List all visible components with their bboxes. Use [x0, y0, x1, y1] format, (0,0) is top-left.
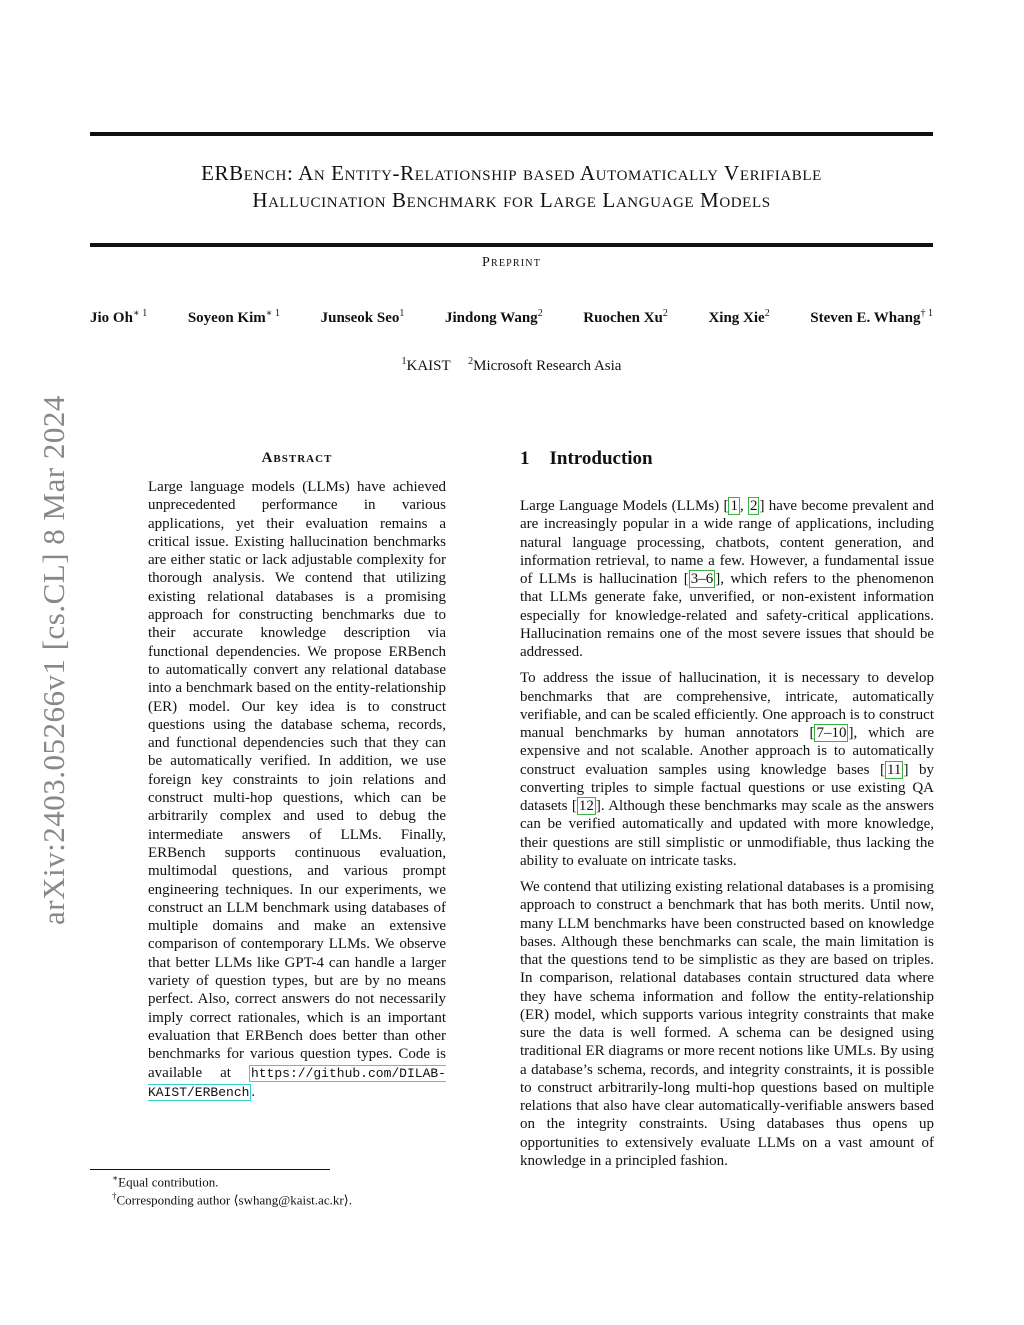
affiliation: $^2$Microsoft Research Asia: [468, 356, 622, 374]
section-heading: [520, 448, 653, 470]
author: Xing Xie$^2$: [708, 308, 770, 326]
paragraph: Large Language Models (LLMs) [ 1 , 2 ] have become prevalent and are increasingly popular in a wide range of applications, including natural language processing, chatbots, content generation, and information retrieval, to name a few. However, a fundamental issue of LLMs is hallucination [ 3–6 ], which refers to the phenomenon that LLMs generate fake, unverified, or non-existent information especially for knowledge-related and safety-critical applications. Hallucination remains one of the most severe issues that should be addressed.: [520, 498, 934, 660]
section-title: Introduction: [549, 448, 653, 469]
arxiv-identifier: arXiv:2403.05266v1 [cs.CL] 8 Mar 2024: [36, 395, 71, 925]
footnote: ∗Equal contribution.: [112, 1173, 219, 1190]
author: Ruochen Xu$^2$: [583, 308, 668, 326]
citation-link[interactable]: 1: [730, 498, 738, 514]
paragraph: We contend that utilizing existing relational databases is a promising approach to construct a benchmark that has both merits. Until now, many LLM benchmarks have been constructed based on knowledge bases. Although these benchmarks can scale, the main limitation is that the questions tend to be simplistic as they are based on triples. In comparison, relational databases contain structured data where they have schema information and follow the entity-relationship (ER) model, which supports various integrity constraints that make sure the data is well formed. A schema can be designed using traditional ER diagrams or more recent notions like UMLs. By using a database’s schema, records, and integrity constraints, it is possible to construct arbitrarily-long multi-hop questions based on multiple relations that also have clear automatically-verifiable answers based on the integrity constraints. Using databases thus opens up opportunities to extensively evaluate LLMs on a vast amount of knowledge in a principled fashion.: [520, 879, 934, 1169]
author: Steven E. Whang$^{\dagger 1}$: [810, 308, 933, 326]
author-list: [90, 308, 933, 327]
code-link[interactable]: https://github.com/DILAB-KAIST/ERBench: [148, 1065, 446, 1100]
top-rule: [90, 132, 933, 136]
title-bottom-rule: [90, 243, 933, 247]
author: Soyeon Kim$^{∗ 1}$: [187, 308, 281, 326]
abstract-body: Large language models (LLMs) have achieved unprecedented performance in various applications, yet their evaluation remains a critical issue. Existing hallucination benchmarks are either static or lack adjustable complexity for thorough analysis. We contend that utilizing existing relational databases is a promising approach for constructing benchmarks due to their accurate knowledge description via functional dependencies. We propose ERBench to automatically convert any relational database into a benchmark based on the entity-relationship (ER) model. Our key idea is to construct questions using the database schema, records, and functional dependencies such that they can be automatically verified. In addition, we use foreign key constraints to join relations and construct multi-hop questions, which can be arbitrarily complex and used to debug the intermediate answers of LLMs. Finally, ERBench supports continuous evaluation, multimodal questions, and various prompt engineering techniques. In our experiments, we construct an LLM benchmark using databases of multiple domains and make an extensive comparison of contemporary LLMs. We observe that better LLMs like GPT-4 can handle a larger variety of question types, but are by no means perfect. Also, correct answers do not necessarily imply correct rationales, which is an important evaluation that ERBench does better than other benchmarks for various question types. Code is available at https://github.com/DILAB-KAIST/ERBench .: [148, 479, 446, 1100]
footnote-rule: [90, 1169, 330, 1170]
citation-link[interactable]: 3–6: [690, 571, 714, 587]
affiliations: [90, 356, 933, 375]
section-number: 1: [520, 448, 530, 469]
footnote: †Corresponding author ⟨swhang@kaist.ac.kr⟩.: [112, 1191, 352, 1208]
citation-link[interactable]: 12: [578, 798, 594, 814]
abstract-heading: Abstract: [261, 450, 333, 466]
author: Jio $Oh^{∗ 1}$: [90, 308, 148, 326]
introduction-body: [520, 497, 934, 1178]
author: Jindong Wang$^2$: [444, 308, 543, 326]
affiliation: $^1$KAIST: [401, 356, 451, 374]
citation-link[interactable]: 2: [749, 498, 758, 514]
citation-link[interactable]: 11: [886, 761, 902, 778]
title-line-1: ERBench: An Entity-Relationship based Automatically Verifiable: [201, 161, 822, 185]
title-line-2: Hallucination Benchmark for Large Language Models: [252, 188, 771, 212]
author: Junseok Seo$^1$: [320, 308, 405, 326]
paper-title: [90, 160, 933, 214]
preprint-label: Preprint: [481, 255, 542, 270]
citation-link[interactable]: 7–10: [816, 725, 847, 741]
paragraph: To address the issue of hallucination, it is necessary to develop benchmarks that are comprehensive, intricate, automatically verifiable, and can be scaled efficiently. One approach is to construct manual benchmarks by human annotators [ 7–10 ], which are expensive and not scalable. Another approach is to automatically construct evaluation samples using knowledge bases [ 11 ] by converting triples to simple factual questions or use existing QA datasets [ 12 ]. Although these benchmarks may scale as the answers can be verified automatically and updated with more knowledge, their questions are still simplistic or unmodifiable, thus lacking the ability to evaluate on intricate tasks.: [520, 670, 934, 869]
